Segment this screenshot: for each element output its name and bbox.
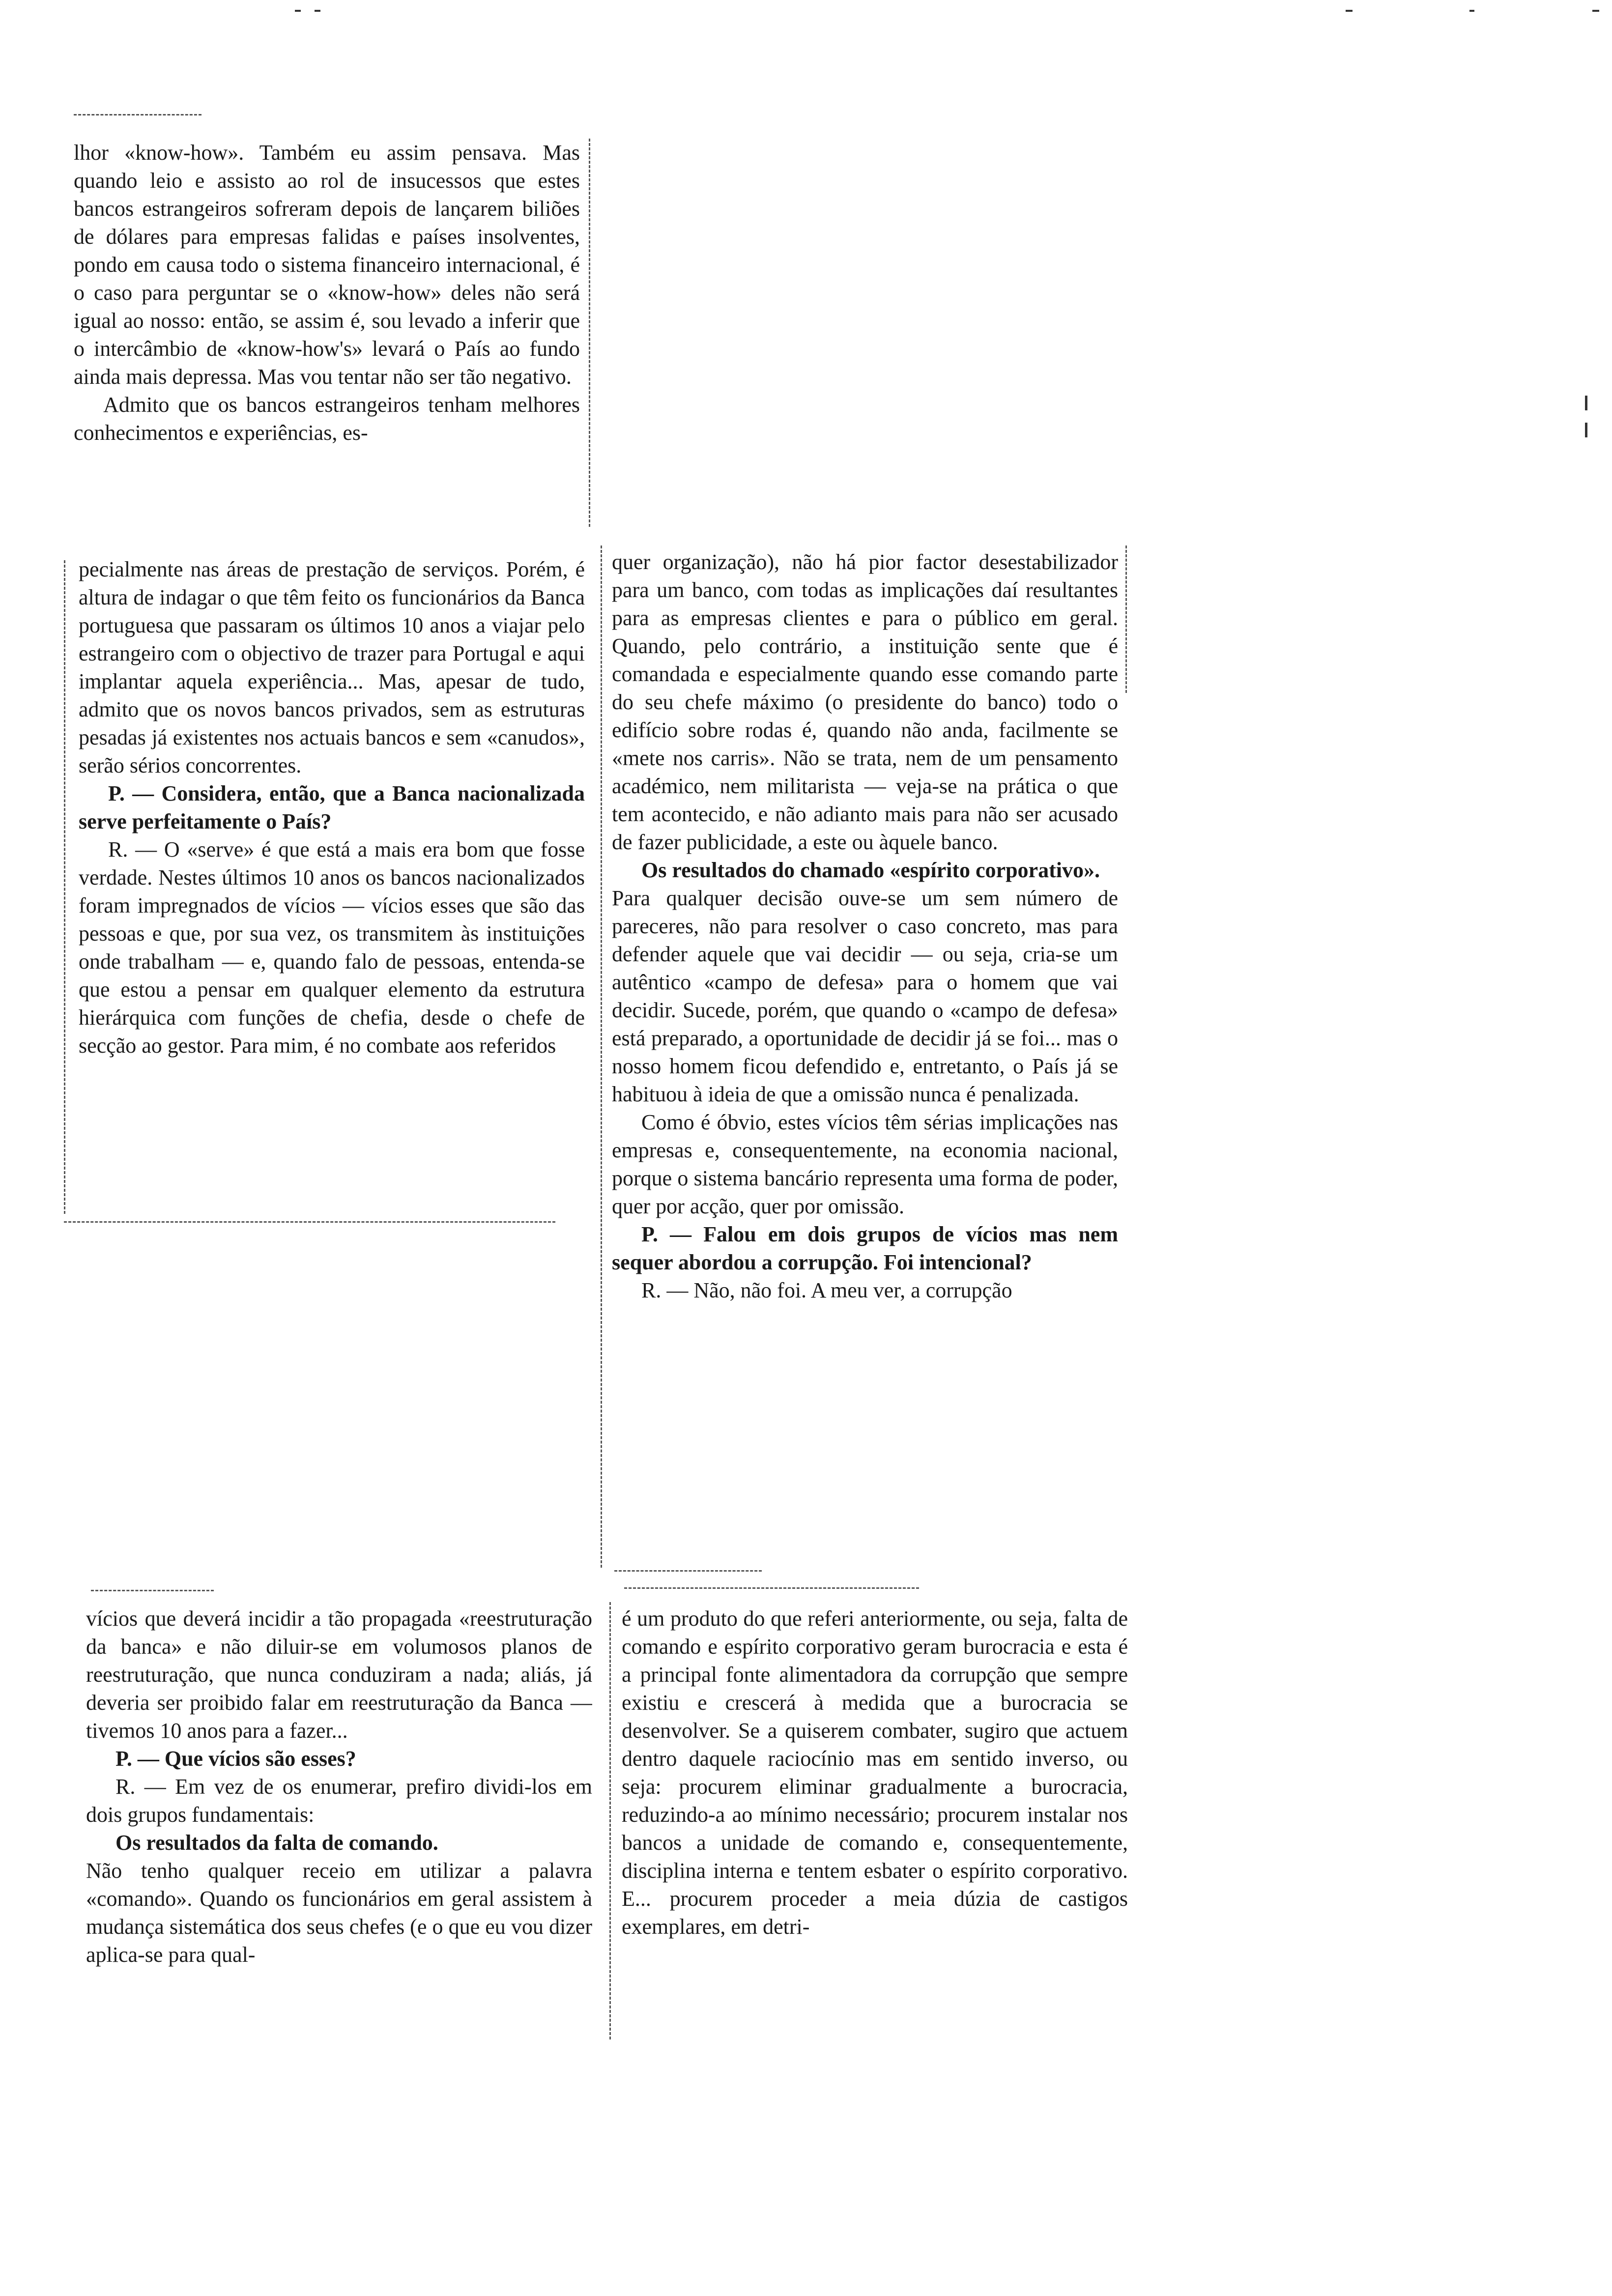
paragraph: quer organização), não há pior factor desestabilizador para um banco, com todas as implicações daí resultantes para as empresas clientes e para o público em geral. Quando, pelo contrário, a instituição sente que é comandada e especialmente quando esse comando parte do seu chefe máximo (o presidente do banco) todo o edifício sobre rodas é, quando não anda, facilmente se «mete nos carris». Não se trata, nem de um pensamento académico, nem militarista — veja-se na prática o que tem acontecido, e não adianto mais para não ser acusado de fazer publicidade, a este ou àquele banco. [612,550,1118,854]
paragraph: lhor «know-how». Também eu assim pensava. Mas quando leio e assisto ao rol de insucessos que estes bancos estrangeiros sofreram depois de lançarem biliões de dólares para empresas falidas e países insolventes, pondo em causa todo o sistema financeiro internacional, é o caso para perguntar se o «know-how» deles não será igual ao nosso: então, se assim é, sou levado a inferir que o intercâmbio de «know-how's» levará o País ao fundo ainda mais depressa. Mas vou tentar não ser tão negativo. [74,141,580,389]
article-clip-1 [74,139,580,532]
scan-speck [1346,10,1353,12]
scan-speck [295,10,301,12]
article-clip-4 [86,1605,592,2027]
article-clip-3 [612,548,1118,1570]
interview-answer: R. — O «serve» é que está a mais era bom que fosse verdade. Nestes últimos 10 anos os bancos nacionalizados foram impregnados de vícios — vícios esses que são das pessoas e que, por sua vez, os transmitem às instituições onde trabalham — e, quando falo de pessoas, entenda-se que estou a pensar em qualquer elemento da estrutura hierárquica com funções de chefia, desde o chefe de secção ao gestor. Para mim, é no combate aos referidos [79,837,585,1058]
clip-edge [614,1570,762,1572]
column-divider [601,545,602,1568]
clip-edge [91,1590,214,1591]
section-heading: Os resultados do chamado «espírito corporativo». [641,858,1100,882]
paragraph: Não tenho qualquer receio em utilizar a palavra «comando». Quando os funcionários em geral assistem à mudança sistemática dos seus chefes (e o que eu vou dizer aplica-se para qual- [86,1859,592,1967]
paragraph: Admito que os bancos estrangeiros tenham melhores conhecimentos e experiências, es- [74,393,580,445]
interview-question: P. — Falou em dois grupos de vícios mas nem sequer abordou a corrupção. Foi intencional? [612,1222,1118,1274]
paragraph: pecialmente nas áreas de prestação de serviços. Porém, é altura de indagar o que têm feito os funcionários da Banca portuguesa que passaram os últimos 10 anos a viajar pelo estrangeiro com o objectivo de trazer para Portugal e aqui implantar aquela experiência... Mas, apesar de tudo, admito que os novos bancos privados, sem as estruturas pesadas já existentes nos actuais bancos e sem «canudos», serão sérios concorrentes. [79,557,585,777]
clip-edge [589,139,590,527]
scan-speck [315,10,320,12]
clip-edge [64,1221,555,1223]
paragraph: é um produto do que referi anteriormente, ou seja, falta de comando e espírito corporativo geram burocracia e esta é a principal fonte alimentadora da corrupção que sempre existiu e crescerá à medida que a burocracia se desenvolver. Se a quiserem combater, sugiro que actuem dentro daquele raciocínio mas em sentido inverso, ou seja: procurem eliminar gradualmente a burocracia, reduzindo-a ao mínimo necessário; procurem instalar nos bancos a unidade de comando e, consequentemente, disciplina interna e tentem esbater o espírito corporativo. E... procurem proceder a meia dúzia de castigos exemplares, em detri- [622,1607,1128,1939]
scan-speck [1585,396,1587,410]
article-clip-2 [79,555,585,1179]
clip-edge [1125,545,1127,693]
article-clip-5 [622,1605,1128,1949]
interview-answer: R. — Em vez de os enumerar, prefiro dividi-los em dois grupos fundamentais: [86,1775,592,1827]
paragraph: Para qualquer decisão ouve-se um sem número de pareceres, não para resolver o caso concreto, mas para defender aquele que vai decidir — ou seja, cria-se um autêntico «campo de defesa» para o homem que vai decidir. Sucede, porém, que quando o «campo de defesa» está preparado, a oportunidade de decidir já se foi... mas o nosso homem ficou defendido e, entretanto, o País já se habituou à ideia de que a omissão nunca é penalizada. [612,886,1118,1106]
interview-question: P. — Que vícios são esses? [115,1747,356,1771]
interview-question: P. — Considera, então, que a Banca nacionalizada serve perfeitamente o País? [79,781,585,833]
scan-speck [1592,10,1599,12]
clip-edge [624,1587,919,1589]
column-divider [609,1602,611,2039]
clip-edge [74,114,202,115]
interview-answer: R. — Não, não foi. A meu ver, a corrupção [641,1278,1012,1302]
clip-edge [64,560,65,1214]
scan-speck [1585,423,1587,437]
paragraph: Como é óbvio, estes vícios têm sérias implicações nas empresas e, consequentemente, na economia nacional, porque o sistema bancário representa uma forma de poder, quer por acção, quer por omissão. [612,1110,1118,1218]
paragraph: vícios que deverá incidir a tão propagada «reestruturação da banca» e não diluir-se em volumosos planos de reestruturação, que nunca conduziram a nada; aliás, já deveria ser proibido falar em reestruturação da Banca — tivemos 10 anos para a fazer... [86,1607,592,1743]
section-heading: Os resultados da falta de comando. [115,1831,438,1855]
scan-speck [1469,10,1474,12]
